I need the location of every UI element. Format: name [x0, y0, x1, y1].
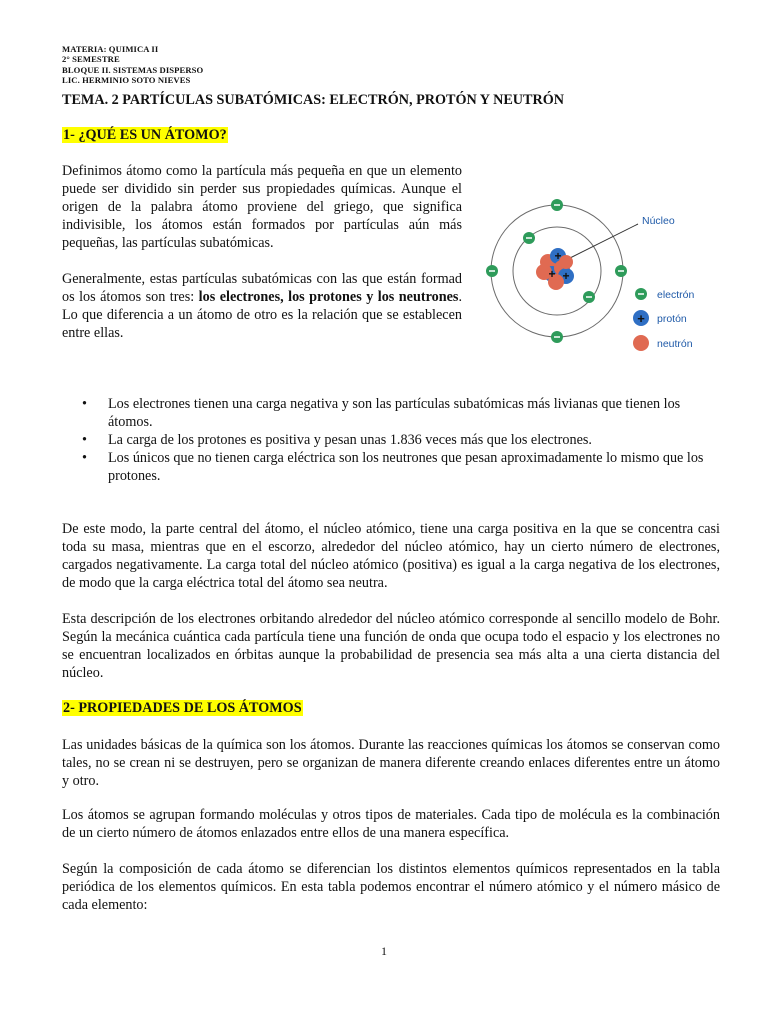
section1-paragraph-2 [62, 270, 462, 342]
neutron-legend-icon [633, 335, 649, 351]
list-item [62, 395, 720, 431]
document-title: TEMA. 2 PARTÍCULAS SUBATÓMICAS: ELECTRÓN, PROTÓN Y NEUTRÓN [62, 92, 565, 108]
diagram-legend [633, 288, 695, 351]
section1-paragraph-4: Esta descripción de los electrones orbitando alrededor del núcleo atómico corresponde al sencillo modelo de Bohr. Según la mecánica cuántica cada partícula tiene una función de onda que ocupa todo el espacio y los electrones no se encuentran localizados en órbitas aunque la probabilidad de presencia sea más alta a una cierta distancia del núcleo. [62, 611, 720, 681]
document-header [62, 44, 203, 86]
header-subject: MATERIA: QUIMICA II [62, 44, 159, 54]
electron-particle [486, 265, 498, 277]
section2-heading-text: 2- PROPIEDADES DE LOS ÁTOMOS [63, 700, 302, 716]
p2-text-end: . Lo que diferencia a un átomo de otro es la relación que se establecen entre ellas. [62, 289, 462, 341]
legend-neutron: neutrón [657, 338, 693, 350]
svg-text:+: + [637, 311, 645, 326]
section1-paragraph-1: Definimos átomo como la partícula más pequeña en que un elemento puede ser dividido sin perder sus propiedades químicas. Aunque el origen de la palabra átomo proviene del griego, que significa indivisible, los átomos están formados por partículas aún más pequeñas, las partículas subatómicas. [62, 163, 462, 251]
nucleus-pointer-line [570, 224, 638, 258]
legend-proton: protón [657, 313, 687, 325]
header-teacher: LIC. HERMINIO SOTO NIEVES [62, 75, 191, 86]
p2-text-bold: los electrones, los protones y los neutrones [198, 289, 459, 305]
section1-heading [62, 126, 228, 144]
section1-heading-text: 1- ¿QUÉ ES UN ÁTOMO? [63, 127, 227, 143]
nucleus-label: Núcleo [642, 215, 675, 227]
plus-sign: + [554, 249, 562, 263]
section2-heading [62, 699, 303, 717]
electron-particle [615, 265, 627, 277]
bullet-icon: • [82, 450, 87, 466]
legend-electron: electrón [657, 289, 695, 301]
bullet-icon: • [82, 432, 87, 448]
list-item [62, 431, 720, 449]
plus-sign: + [548, 267, 556, 281]
section2-paragraph-2: Los átomos se agrupan formando moléculas y otros tipos de materiales. Cada tipo de molécula es la combinación de un cierto número de átomos enlazados entre ellos de una manera específica. [62, 807, 720, 841]
nucleus [536, 248, 574, 290]
header-semester: 2° SEMESTRE [62, 54, 120, 65]
electron-particle [583, 291, 595, 303]
electron-particle [551, 199, 563, 211]
page-number: 1 [381, 944, 387, 958]
electron-particle [523, 232, 535, 244]
bullet-text: La carga de los protones es positiva y pesan unas 1.836 veces más que los electrones. [108, 432, 592, 448]
section2-paragraph-3: Según la composición de cada átomo se diferencian los distintos elementos químicos representados en la tabla periódica de los elementos químicos. En esta tabla podemos encontrar el número atómico y el número másico de cada elemento: [62, 861, 720, 913]
section1-paragraph-3: De este modo, la parte central del átomo, el núcleo atómico, tiene una carga positiva en la que se concentra casi toda su masa, mientras que en el escorzo, alrededor del núcleo atómico, hay un cierto número de electrones, cargados negativamente. La carga total del núcleo atómico (positiva) es igual a la carga negativa de los electrones, de modo que la carga eléctrica total del átomo sea neutra. [62, 521, 720, 591]
list-item [62, 449, 720, 485]
plus-sign: + [562, 269, 570, 283]
section2-paragraph-1: Las unidades básicas de la química son los átomos. Durante las reacciones químicas los átomos se conservan como tales, no se crean ni se destruyen, pero se organizan de manera diferente creando enlaces diferentes entre un átomo y otro. [62, 737, 720, 789]
header-block: BLOQUE II. SISTEMAS DISPERSO [62, 64, 204, 75]
bullet-icon: • [82, 396, 87, 412]
bullet-text: Los electrones tienen una carga negativa y son las partículas subatómicas más livianas que tienen los átomos. [108, 396, 681, 430]
electron-particle [551, 331, 563, 343]
particle-bullet-list [62, 395, 720, 485]
bullet-text: Los únicos que no tienen carga eléctrica son los neutrones que pesan aproximadamente lo mismo que los protones. [108, 450, 704, 484]
atom-diagram [478, 194, 728, 364]
p2-text-start: Generalmente, estas partículas subatómicas con las que están formad os los átomos son tres: [62, 271, 462, 305]
